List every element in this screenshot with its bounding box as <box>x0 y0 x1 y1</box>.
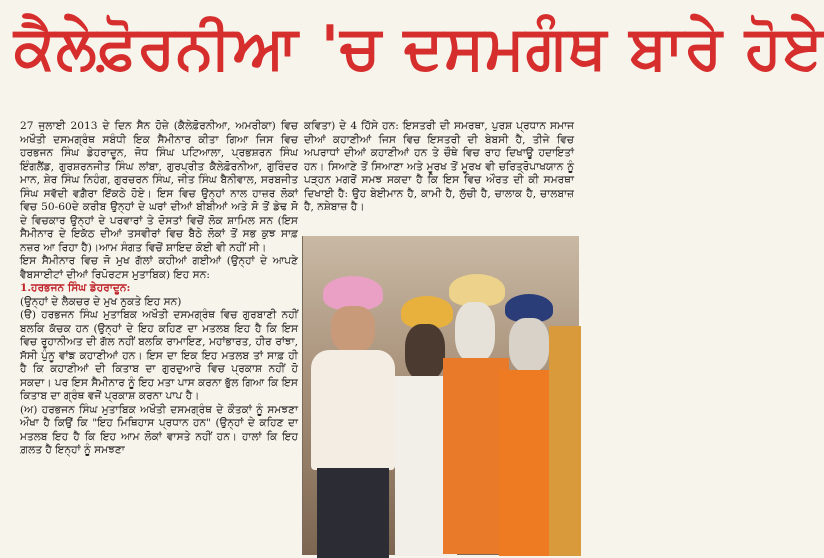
seminar-photo <box>302 236 579 555</box>
article-left-column <box>20 120 298 458</box>
article-paragraph: (ਉਨ੍ਹਾਂ ਦੇ ਲੈਕਚਰ ਦੇ ਮੁਖ ਨੁਕਤੇ ਇਹ ਸਨ) <box>20 295 182 308</box>
article-paragraph: (ਅ) ਹਰਭਜਨ ਸਿੰਘ ਮੁਤਾਬਿਕ ਅਖੌਤੀ ਦਸਮਗ੍ਰੰਥ ਦੇ ਕੌਤਕਾਂ ਨੂੰ ਸਮਝਣਾ ਔਖਾ ਹੈ ਕਿਉਂ ਕਿ "ਇਹ ਮਿਥਿਹਾਸ ਪ੍ਰਧਾਨ ਹਨ" (ਉਨ੍ਹਾਂ ਦੇ ਕਹਿਣ ਦਾ ਮਤਲਬ ਇਹ ਹੈ ਕਿ ਇਹ ਆਮ ਲੋਕਾਂ ਵਾਸਤੇ ਨਹੀਂ ਹਨ। ਹਾਲਾਂ ਕਿ ਇਹ ਗ਼ਲਤ ਹੈ ਇਨ੍ਹਾਂ ਨੂੰ ਸਮਝਣਾ <box>20 403 298 456</box>
article-paragraph: 27 ਜੁਲਾਈ 2013 ਦੇ ਦਿਨ ਸੈਨ ਹੋਜ਼ੇ (ਕੈਲੇਫ਼ੋਰਨੀਆ, ਅਮਰੀਕਾ) ਵਿਚ ਅਖੌਤੀ ਦਸਮਗ੍ਰੰਥ ਸਬੰਧੀ ਇਕ ਸੈਮੀਨਾਰ ਕੀਤਾ ਗਿਆ ਜਿਸ ਵਿਚ ਹਰਭਜਨ ਸਿੰਘ ਡੇਹਰਾਦੂਨ, ਜੋਧ ਸਿੰਘ ਪਟਿਆਲਾ, ਪ੍ਰਭਸ਼ਰਨ ਸਿੰਘ ਇੰਗਲੈਂਡ, ਗੁਰਸ਼ਰਨਜੀਤ ਸਿੰਘ ਲਾਂਬਾ, ਗੁਰਪ੍ਰੀਤ ਕੈਲੇਫ਼ੋਰਨੀਆ, ਗੁਰਿੰਦਰ ਮਾਨ, ਸ਼ੇਰ ਸਿੰਘ ਨਿਹੰਗ, ਗੁਰਚਰਨ ਸਿੰਘ, ਜੀਤ ਸਿੰਘ ਬੈਨੀਵਾਲ, ਸਰਬਜੀਤ ਸਿੰਘ ਸਵੱਦੀ ਵਗ਼ੈਰਾ ਇੱਕਠੇ ਹੋਏ। ਇਸ ਵਿਚ ਉਨ੍ਹਾਂ ਨਾਲ ਹਾਜ਼ਰ ਲੋਕਾਂ ਵਿਚ 50-60ਦੇ ਕਰੀਬ ਉਨ੍ਹਾਂ ਦੇ ਘਰਾਂ ਦੀਆਂ ਬੀਬੀਆਂ ਅਤੇ ਸੋ ਤੋਂ ਡੇਢ ਸੋ ਦੇ ਵਿਚਕਾਰ ਉਨ੍ਹਾਂ ਦੇ ਪਰਵਾਰਾਂ ਤੇ ਦੋਸਤਾਂ ਵਿਚੋਂ ਲੋਕ ਸ਼ਾਮਿਲ ਸਨ (ਇਸ ਸੈਮੀਨਾਰ ਦੇ ਇਕੱਠ ਦੀਆਂ ਤਸਵੀਰਾਂ ਵਿਚ ਬੈਠੇ ਲੋਕਾਂ ਤੋਂ ਸਭ ਕੁਝ ਸਾਫ਼ ਨਜ਼ਰ ਆ ਰਿਹਾ ਹੈ)।ਆਮ ਸੰਗਤ ਵਿਚੋਂ ਸ਼ਾਇਦ ਕੋਈ ਵੀ ਨਹੀਂ ਸੀ। <box>20 120 298 254</box>
article-paragraph: ਕਵਿਤਾ) ਦੇ 4 ਹਿੱਸੇ ਹਨ: ਇਸਤਰੀ ਦੀ ਸਮਰਥਾ, ਪੁਰਸ਼ ਪ੍ਰਧਾਨ ਸਮਾਜ ਦੀਆਂ ਕਹਾਣੀਆਂ ਜਿਸ ਵਿਚ ਇਸਤਰੀ ਦੀ ਬੇਬਸੀ ਹੈ, ਤੀਜੇ ਵਿਚ ਅਪਰਾਧਾਂ ਦੀਆਂ ਕਹਾਣੀਆਂ ਹਨ ਤੇ ਚੌਥੇ ਵਿਚ ਰਾਹ ਦਿਖਾਊ ਹਦਾਇਤਾਂ ਹਨ। ਸਿਆਣੇ ਤੋਂ ਸਿਆਣਾ ਅਤੇ ਮੂਰਖ ਤੋਂ ਮੂਰਖ ਵੀ ਚਰਿਤ੍ਰੋਪਾਖਯਾਨ ਨੂੰ ਪੜ੍ਹਨ ਮਗਰੋਂ ਸਮਝ ਸਕਦਾ ਹੈ ਕਿ ਇਸ ਵਿਚ ਔਰਤ ਦੀ ਕੀ ਸਮਰਥਾ ਦਿਖਾਈ ਹੈ: ਉਹ ਬੇਈਮਾਨ ਹੈ, ਕਾਮੀ ਹੈ, ਲੁੱਚੀ ਹੈ, ਚਾਲਾਕ ਹੈ, ਚਾਲਬਾਜ਼ ਹੈ, ਨਸ਼ੇਬਾਜ਼ ਹੈ। <box>304 120 574 213</box>
article-paragraph: ਇਸ ਸੈਮੀਨਾਰ ਵਿਚ ਜੋ ਮੁਖ ਗੱਲਾਂ ਕਹੀਆਂ ਗਈਆਂ (ਉਨ੍ਹਾਂ ਦੇ ਆਪਣੇ ਵੈਬਸਾਈਟਾਂ ਦੀਆਂ ਰਿਪੋਰਟਸ ਮੁਤਾਬਿਕ) ਇਹ ਸਨ: <box>20 255 298 281</box>
headline: ਕੈਲੇਫ਼ੋਰਨੀਆ 'ਚ ਦਸਮਗੰਥ ਬਾਰੇ ਹੋਏ <box>14 13 824 83</box>
section-subhead: 1.ਹਰਭਜਨ ਸਿੰਘ ਡੇਹਰਾਦੂਨ: <box>20 282 131 294</box>
person-figure <box>549 326 581 556</box>
article-paragraph: (ੳ) ਹਰਭਜਨ ਸਿੰਘ ਮੁਤਾਬਿਕ ਅਖੌਤੀ ਦਸਮਗ੍ਰੰਥ ਵਿਚ ਗੁਰਬਾਣੀ ਨਹੀਂ ਬਲਕਿ ਕੱਚਕ ਹਨ (ਉਨ੍ਹਾਂ ਦੇ ਇਹ ਕਹਿਣ ਦਾ ਮਤਲਬ ਇਹ ਹੈ ਕਿ ਇਸ ਵਿਚ ਰੂਹਾਨੀਅਤ ਦੀ ਗੱਲ ਨਹੀਂ ਬਲਕਿ ਰਾਮਾਇਣ, ਮਹਾਂਭਾਰਤ, ਹੀਰ ਰਾਂਝਾ, ਸੱਸੀ ਪੁੰਨੂ ਵਾਂਙ ਕਹਾਣੀਆਂ ਹਨ। ਇਸ ਦਾ ਇਕ ਇਹ ਮਤਲਬ ਤਾਂ ਸਾਫ਼ ਹੀ ਹੈ ਕਿ ਕਹਾਣੀਆਂ ਦੀ ਕਿਤਾਬ ਦਾ ਗੁਰਦੁਆਰੇ ਵਿਚ ਪ੍ਰਕਾਸ਼ ਨਹੀਂ ਹੋ ਸਕਦਾ। ਪਰ ਇਸ ਸੈਮੀਨਾਰ ਨੂੰ ਇਹ ਮਤਾ ਪਾਸ ਕਰਨਾ ਭੁੱਲ ਗਿਆ ਕਿ ਇਸ ਕਿਤਾਬ ਦਾ ਗ੍ਰੰਥ ਵਜੋਂ ਪ੍ਰਕਾਸ਼ ਕਰਨਾ ਪਾਪ ਹੈ। <box>20 309 298 402</box>
person-figure <box>311 276 391 556</box>
article-right-column <box>304 120 574 215</box>
